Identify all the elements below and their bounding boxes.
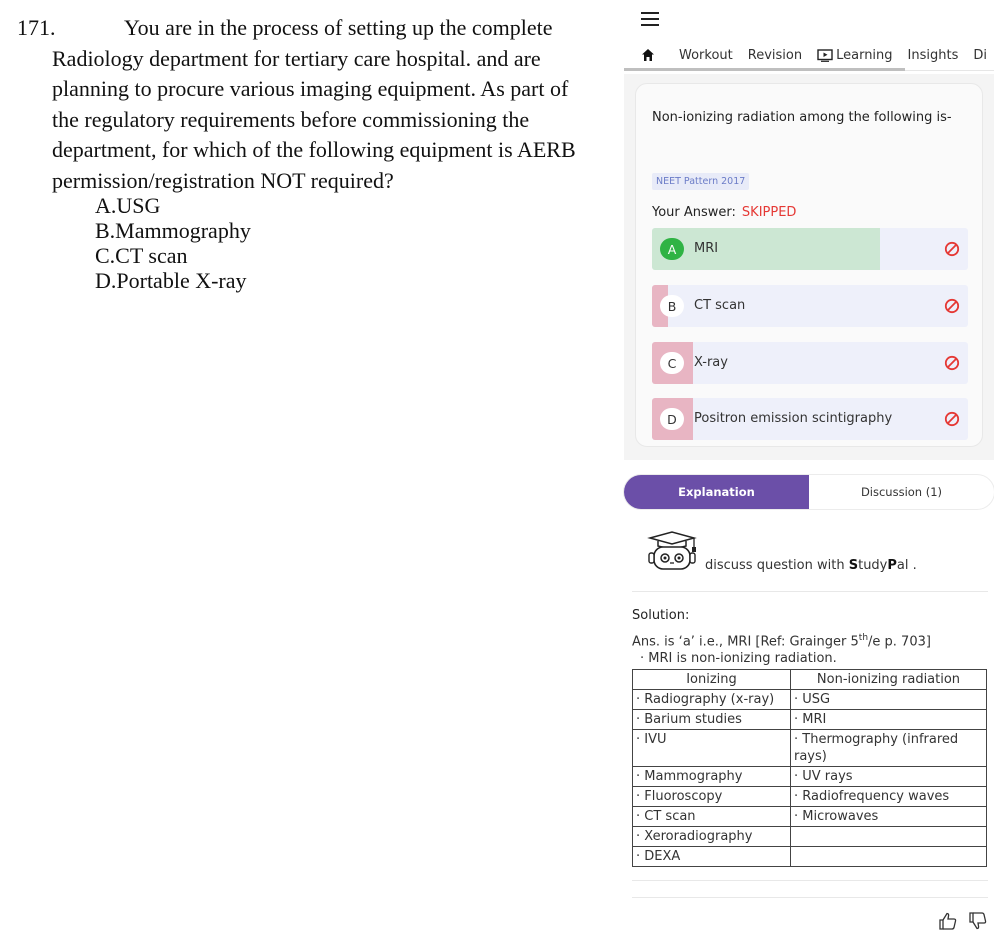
divider xyxy=(632,897,988,898)
table-header-non-ionizing: Non-ionizing radiation xyxy=(791,670,987,690)
question-option-a: A.USG xyxy=(95,193,161,218)
ionizing-cell: · Radiography (x-ray) xyxy=(633,690,791,710)
solution-answer xyxy=(632,633,992,649)
table-row xyxy=(633,690,987,710)
video-icon xyxy=(817,49,833,62)
table-header-ionizing: Ionizing xyxy=(633,670,791,690)
ionizing-cell: · Mammography xyxy=(633,767,791,787)
divider xyxy=(632,880,988,881)
solution-title: Solution: xyxy=(632,608,690,623)
ans-suffix: /e p. 703] xyxy=(868,634,931,650)
question-text: You are in the process of setting up the complete Radiology department for tertiary care hospital. and are planning to procure various imaging equipment. As part of the regulatory requirements before commissioning the department, for which of the following equipment is AERB permission/registration NOT required? xyxy=(52,15,576,193)
studypal-suffix: . xyxy=(908,558,917,573)
top-nav xyxy=(624,38,994,72)
question-option-c: C.CT scan xyxy=(95,243,188,268)
non-ionizing-cell xyxy=(791,847,987,867)
table-row xyxy=(633,787,987,807)
studypal-prefix: discuss question with xyxy=(705,558,849,573)
exam-tag: NEET Pattern 2017 xyxy=(652,173,749,190)
tab-discussion[interactable]: Discussion (1) xyxy=(860,485,943,499)
tab-workout[interactable] xyxy=(679,48,733,63)
solution-section xyxy=(632,608,992,666)
option-c-text: X-ray xyxy=(694,355,728,370)
tab-explanation[interactable]: Explanation xyxy=(624,475,809,509)
block-icon xyxy=(944,411,960,427)
table-header-row xyxy=(633,670,987,690)
answer-status: SKIPPED xyxy=(741,205,797,220)
studypal-al: al xyxy=(896,558,909,573)
option-c-letter: C xyxy=(660,352,684,374)
option-b-letter: B xyxy=(660,295,684,317)
option-b[interactable] xyxy=(652,285,968,327)
studypal-p: P xyxy=(887,558,897,573)
thumbs-down-icon[interactable] xyxy=(968,911,988,931)
question-options xyxy=(95,193,251,293)
divider xyxy=(632,591,988,592)
tab-learning-label: Learning xyxy=(836,47,893,63)
ans-sup: th xyxy=(858,633,869,643)
nav-scroll-indicator[interactable] xyxy=(624,68,905,71)
question-card xyxy=(635,83,983,447)
app-panel xyxy=(624,0,994,944)
option-d-text: Positron emission scintigraphy xyxy=(694,411,893,426)
table-row xyxy=(633,710,987,730)
ans-prefix: Ans. is ‘a’ i.e., MRI [Ref: Grainger 5 xyxy=(632,634,859,650)
option-d[interactable] xyxy=(652,398,968,440)
block-icon xyxy=(944,298,960,314)
option-c[interactable] xyxy=(652,342,968,384)
tab-learning[interactable] xyxy=(817,48,892,63)
block-icon xyxy=(944,355,960,371)
explanation-tabs xyxy=(624,475,994,509)
ionizing-cell: · Xeroradiography xyxy=(633,827,791,847)
studypal-link[interactable] xyxy=(705,558,917,573)
tab-insights-label: Insights xyxy=(907,47,959,63)
non-ionizing-cell xyxy=(791,827,987,847)
table-row xyxy=(633,807,987,827)
studypal-s: S xyxy=(848,558,859,573)
ionizing-cell: · Fluoroscopy xyxy=(633,787,791,807)
radiation-table xyxy=(632,669,987,867)
non-ionizing-cell: · USG xyxy=(791,690,987,710)
tab-workout-label: Workout xyxy=(679,47,733,63)
tab-revision[interactable] xyxy=(748,48,802,63)
table-row xyxy=(633,730,987,767)
solution-bullet: · MRI is non-ionizing radiation. xyxy=(640,651,837,667)
tab-insights[interactable] xyxy=(908,48,959,63)
option-a[interactable] xyxy=(652,228,968,270)
studypal-tudy: tudy xyxy=(858,558,888,573)
table-row xyxy=(633,827,987,847)
question-option-d: D.Portable X-ray xyxy=(95,268,247,293)
question-number: 171. xyxy=(17,15,56,40)
table-row xyxy=(633,847,987,867)
your-answer xyxy=(652,205,796,220)
tab-discussion-nav[interactable] xyxy=(973,48,987,63)
tab-di-label: Di xyxy=(973,47,987,63)
table-row xyxy=(633,767,987,787)
tab-revision-label: Revision xyxy=(747,47,803,63)
home-icon[interactable] xyxy=(632,45,664,65)
hamburger-icon[interactable] xyxy=(641,12,661,28)
ionizing-cell: · DEXA xyxy=(633,847,791,867)
option-b-text: CT scan xyxy=(694,298,746,313)
option-a-letter: A xyxy=(660,238,684,260)
non-ionizing-cell: · Thermography (infrared rays) xyxy=(791,730,987,767)
non-ionizing-cell: · Radiofrequency waves xyxy=(791,787,987,807)
option-d-letter: D xyxy=(660,408,684,430)
ionizing-cell: · IVU xyxy=(633,730,791,767)
studypal-robot-icon[interactable] xyxy=(644,530,700,574)
feedback-buttons xyxy=(938,911,988,931)
question-option-b: B.Mammography xyxy=(95,218,251,243)
question-card-area xyxy=(624,74,994,460)
option-a-percent-bar xyxy=(652,228,880,270)
quiz-stem: Non-ionizing radiation among the following is- xyxy=(652,110,952,125)
non-ionizing-cell: · UV rays xyxy=(791,767,987,787)
answer-label: Your Answer: xyxy=(652,205,736,220)
non-ionizing-cell: · MRI xyxy=(791,710,987,730)
thumbs-up-icon[interactable] xyxy=(938,911,958,931)
non-ionizing-cell: · Microwaves xyxy=(791,807,987,827)
ionizing-cell: · CT scan xyxy=(633,807,791,827)
block-icon xyxy=(944,241,960,257)
ionizing-cell: · Barium studies xyxy=(633,710,791,730)
option-a-text: MRI xyxy=(694,241,719,256)
